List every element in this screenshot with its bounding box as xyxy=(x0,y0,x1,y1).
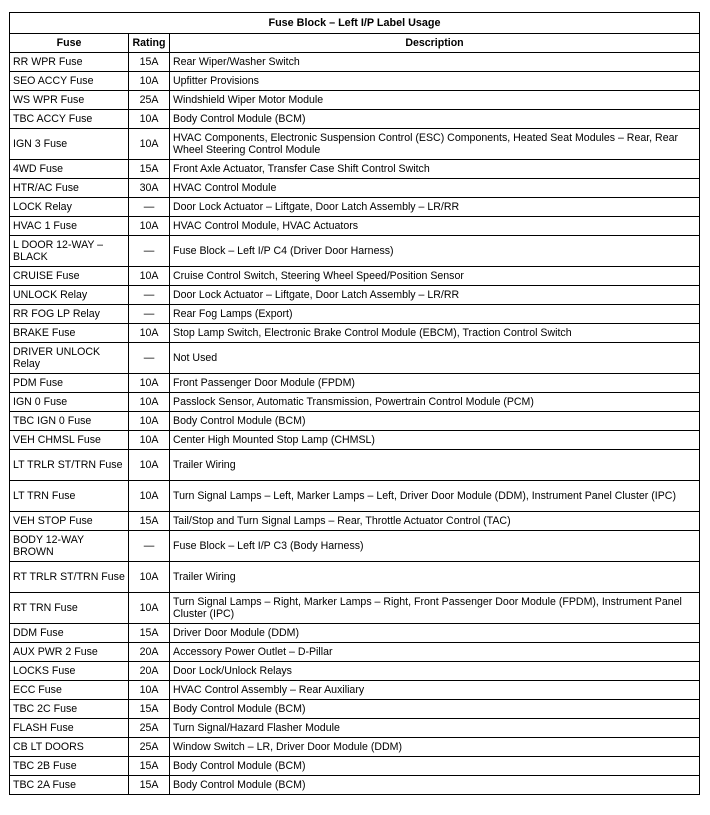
table-row xyxy=(10,681,700,700)
description-cell: Trailer Wiring xyxy=(170,562,700,593)
table-row xyxy=(10,757,700,776)
rating-cell: 10A xyxy=(129,72,170,91)
rating-cell: 10A xyxy=(129,393,170,412)
table-row xyxy=(10,305,700,324)
rating-cell: 20A xyxy=(129,662,170,681)
fuse-cell: BRAKE Fuse xyxy=(10,324,129,343)
description-cell: Turn Signal Lamps – Right, Marker Lamps – Right, Front Passenger Door Module (FPDM), Instrument Panel Cluster (IPC) xyxy=(170,593,700,624)
table-row xyxy=(10,160,700,179)
table-row xyxy=(10,719,700,738)
rating-cell: 15A xyxy=(129,757,170,776)
fuse-cell: VEH STOP Fuse xyxy=(10,512,129,531)
description-cell: Fuse Block – Left I/P C3 (Body Harness) xyxy=(170,531,700,562)
rating-cell: — xyxy=(129,531,170,562)
description-cell: HVAC Control Module xyxy=(170,179,700,198)
table-row xyxy=(10,481,700,512)
description-cell: Trailer Wiring xyxy=(170,450,700,481)
header-fuse: Fuse xyxy=(10,34,129,53)
fuse-cell: SEO ACCY Fuse xyxy=(10,72,129,91)
table-row xyxy=(10,217,700,236)
rating-cell: 10A xyxy=(129,217,170,236)
rating-cell: 10A xyxy=(129,110,170,129)
description-cell: Door Lock Actuator – Liftgate, Door Latch Assembly – LR/RR xyxy=(170,286,700,305)
table-row xyxy=(10,129,700,160)
table-row xyxy=(10,91,700,110)
fuse-cell: TBC 2B Fuse xyxy=(10,757,129,776)
rating-cell: 10A xyxy=(129,450,170,481)
fuse-cell: IGN 0 Fuse xyxy=(10,393,129,412)
table-row xyxy=(10,374,700,393)
fuse-cell: TBC 2A Fuse xyxy=(10,776,129,795)
header-rating: Rating xyxy=(129,34,170,53)
fuse-cell: LT TRLR ST/TRN Fuse xyxy=(10,450,129,481)
fuse-cell: L DOOR 12-WAY – BLACK xyxy=(10,236,129,267)
description-cell: Accessory Power Outlet – D-Pillar xyxy=(170,643,700,662)
fuse-cell: LOCKS Fuse xyxy=(10,662,129,681)
rating-cell: 30A xyxy=(129,179,170,198)
rating-cell: 10A xyxy=(129,129,170,160)
rating-cell: 25A xyxy=(129,719,170,738)
description-cell: Fuse Block – Left I/P C4 (Driver Door Harness) xyxy=(170,236,700,267)
table-row xyxy=(10,72,700,91)
description-cell: Front Passenger Door Module (FPDM) xyxy=(170,374,700,393)
table-row xyxy=(10,643,700,662)
table-row xyxy=(10,343,700,374)
fuse-cell: LOCK Relay xyxy=(10,198,129,217)
fuse-cell: DDM Fuse xyxy=(10,624,129,643)
description-cell: Rear Wiper/Washer Switch xyxy=(170,53,700,72)
fuse-usage-table xyxy=(9,12,700,795)
fuse-cell: WS WPR Fuse xyxy=(10,91,129,110)
rating-cell: 15A xyxy=(129,53,170,72)
fuse-cell: FLASH Fuse xyxy=(10,719,129,738)
table-row xyxy=(10,393,700,412)
description-cell: Not Used xyxy=(170,343,700,374)
rating-cell: 15A xyxy=(129,776,170,795)
description-cell: Door Lock Actuator – Liftgate, Door Latch Assembly – LR/RR xyxy=(170,198,700,217)
table-header-row xyxy=(10,34,700,53)
fuse-cell: RR WPR Fuse xyxy=(10,53,129,72)
fuse-cell: RT TRLR ST/TRN Fuse xyxy=(10,562,129,593)
fuse-cell: TBC ACCY Fuse xyxy=(10,110,129,129)
table-row xyxy=(10,53,700,72)
fuse-cell: RT TRN Fuse xyxy=(10,593,129,624)
description-cell: Door Lock/Unlock Relays xyxy=(170,662,700,681)
rating-cell: 10A xyxy=(129,374,170,393)
fuse-cell: CB LT DOORS xyxy=(10,738,129,757)
fuse-cell: TBC 2C Fuse xyxy=(10,700,129,719)
table-row xyxy=(10,624,700,643)
rating-cell: 10A xyxy=(129,267,170,286)
fuse-cell: BODY 12-WAY BROWN xyxy=(10,531,129,562)
description-cell: Body Control Module (BCM) xyxy=(170,757,700,776)
description-cell: Turn Signal/Hazard Flasher Module xyxy=(170,719,700,738)
rating-cell: 10A xyxy=(129,412,170,431)
table-row xyxy=(10,531,700,562)
description-cell: Passlock Sensor, Automatic Transmission, Powertrain Control Module (PCM) xyxy=(170,393,700,412)
fuse-cell: AUX PWR 2 Fuse xyxy=(10,643,129,662)
description-cell: Body Control Module (BCM) xyxy=(170,110,700,129)
rating-cell: 10A xyxy=(129,562,170,593)
description-cell: Front Axle Actuator, Transfer Case Shift Control Switch xyxy=(170,160,700,179)
rating-cell: 10A xyxy=(129,431,170,450)
description-cell: Driver Door Module (DDM) xyxy=(170,624,700,643)
table-row xyxy=(10,738,700,757)
rating-cell: 15A xyxy=(129,700,170,719)
fuse-cell: IGN 3 Fuse xyxy=(10,129,129,160)
table-row xyxy=(10,198,700,217)
header-description: Description xyxy=(170,34,700,53)
rating-cell: 15A xyxy=(129,624,170,643)
description-cell: Rear Fog Lamps (Export) xyxy=(170,305,700,324)
table-row xyxy=(10,267,700,286)
description-cell: Body Control Module (BCM) xyxy=(170,700,700,719)
rating-cell: 15A xyxy=(129,512,170,531)
fuse-cell: TBC IGN 0 Fuse xyxy=(10,412,129,431)
fuse-cell: 4WD Fuse xyxy=(10,160,129,179)
fuse-cell: CRUISE Fuse xyxy=(10,267,129,286)
table-row xyxy=(10,562,700,593)
table-row xyxy=(10,286,700,305)
description-cell: HVAC Control Module, HVAC Actuators xyxy=(170,217,700,236)
rating-cell: 20A xyxy=(129,643,170,662)
rating-cell: — xyxy=(129,343,170,374)
table-row xyxy=(10,412,700,431)
rating-cell: — xyxy=(129,236,170,267)
description-cell: Turn Signal Lamps – Left, Marker Lamps – Left, Driver Door Module (DDM), Instrument Panel Cluster (IPC) xyxy=(170,481,700,512)
description-cell: Body Control Module (BCM) xyxy=(170,412,700,431)
table-body xyxy=(10,53,700,795)
table-row xyxy=(10,593,700,624)
rating-cell: — xyxy=(129,305,170,324)
table-title-row xyxy=(10,13,700,34)
description-cell: Tail/Stop and Turn Signal Lamps – Rear, Throttle Actuator Control (TAC) xyxy=(170,512,700,531)
fuse-cell: HVAC 1 Fuse xyxy=(10,217,129,236)
rating-cell: 25A xyxy=(129,91,170,110)
fuse-cell: ECC Fuse xyxy=(10,681,129,700)
rating-cell: 10A xyxy=(129,593,170,624)
rating-cell: 15A xyxy=(129,160,170,179)
description-cell: Upfitter Provisions xyxy=(170,72,700,91)
rating-cell: 25A xyxy=(129,738,170,757)
rating-cell: 10A xyxy=(129,324,170,343)
description-cell: Center High Mounted Stop Lamp (CHMSL) xyxy=(170,431,700,450)
description-cell: HVAC Control Assembly – Rear Auxiliary xyxy=(170,681,700,700)
rating-cell: 10A xyxy=(129,481,170,512)
table-row xyxy=(10,236,700,267)
rating-cell: — xyxy=(129,198,170,217)
rating-cell: 10A xyxy=(129,681,170,700)
table-row xyxy=(10,110,700,129)
table-row xyxy=(10,700,700,719)
description-cell: Body Control Module (BCM) xyxy=(170,776,700,795)
fuse-cell: PDM Fuse xyxy=(10,374,129,393)
table-row xyxy=(10,324,700,343)
table-row xyxy=(10,431,700,450)
description-cell: Cruise Control Switch, Steering Wheel Speed/Position Sensor xyxy=(170,267,700,286)
fuse-cell: LT TRN Fuse xyxy=(10,481,129,512)
description-cell: HVAC Components, Electronic Suspension Control (ESC) Components, Heated Seat Modules – Rear, Rear Wheel Steering Control Module xyxy=(170,129,700,160)
rating-cell: — xyxy=(129,286,170,305)
fuse-cell: HTR/AC Fuse xyxy=(10,179,129,198)
table-row xyxy=(10,512,700,531)
fuse-cell: DRIVER UNLOCK Relay xyxy=(10,343,129,374)
fuse-cell: UNLOCK Relay xyxy=(10,286,129,305)
table-row xyxy=(10,662,700,681)
description-cell: Stop Lamp Switch, Electronic Brake Control Module (EBCM), Traction Control Switch xyxy=(170,324,700,343)
table-title: Fuse Block – Left I/P Label Usage xyxy=(10,13,700,34)
description-cell: Windshield Wiper Motor Module xyxy=(170,91,700,110)
table-row xyxy=(10,179,700,198)
table-row xyxy=(10,776,700,795)
table-row xyxy=(10,450,700,481)
fuse-cell: RR FOG LP Relay xyxy=(10,305,129,324)
description-cell: Window Switch – LR, Driver Door Module (DDM) xyxy=(170,738,700,757)
fuse-cell: VEH CHMSL Fuse xyxy=(10,431,129,450)
